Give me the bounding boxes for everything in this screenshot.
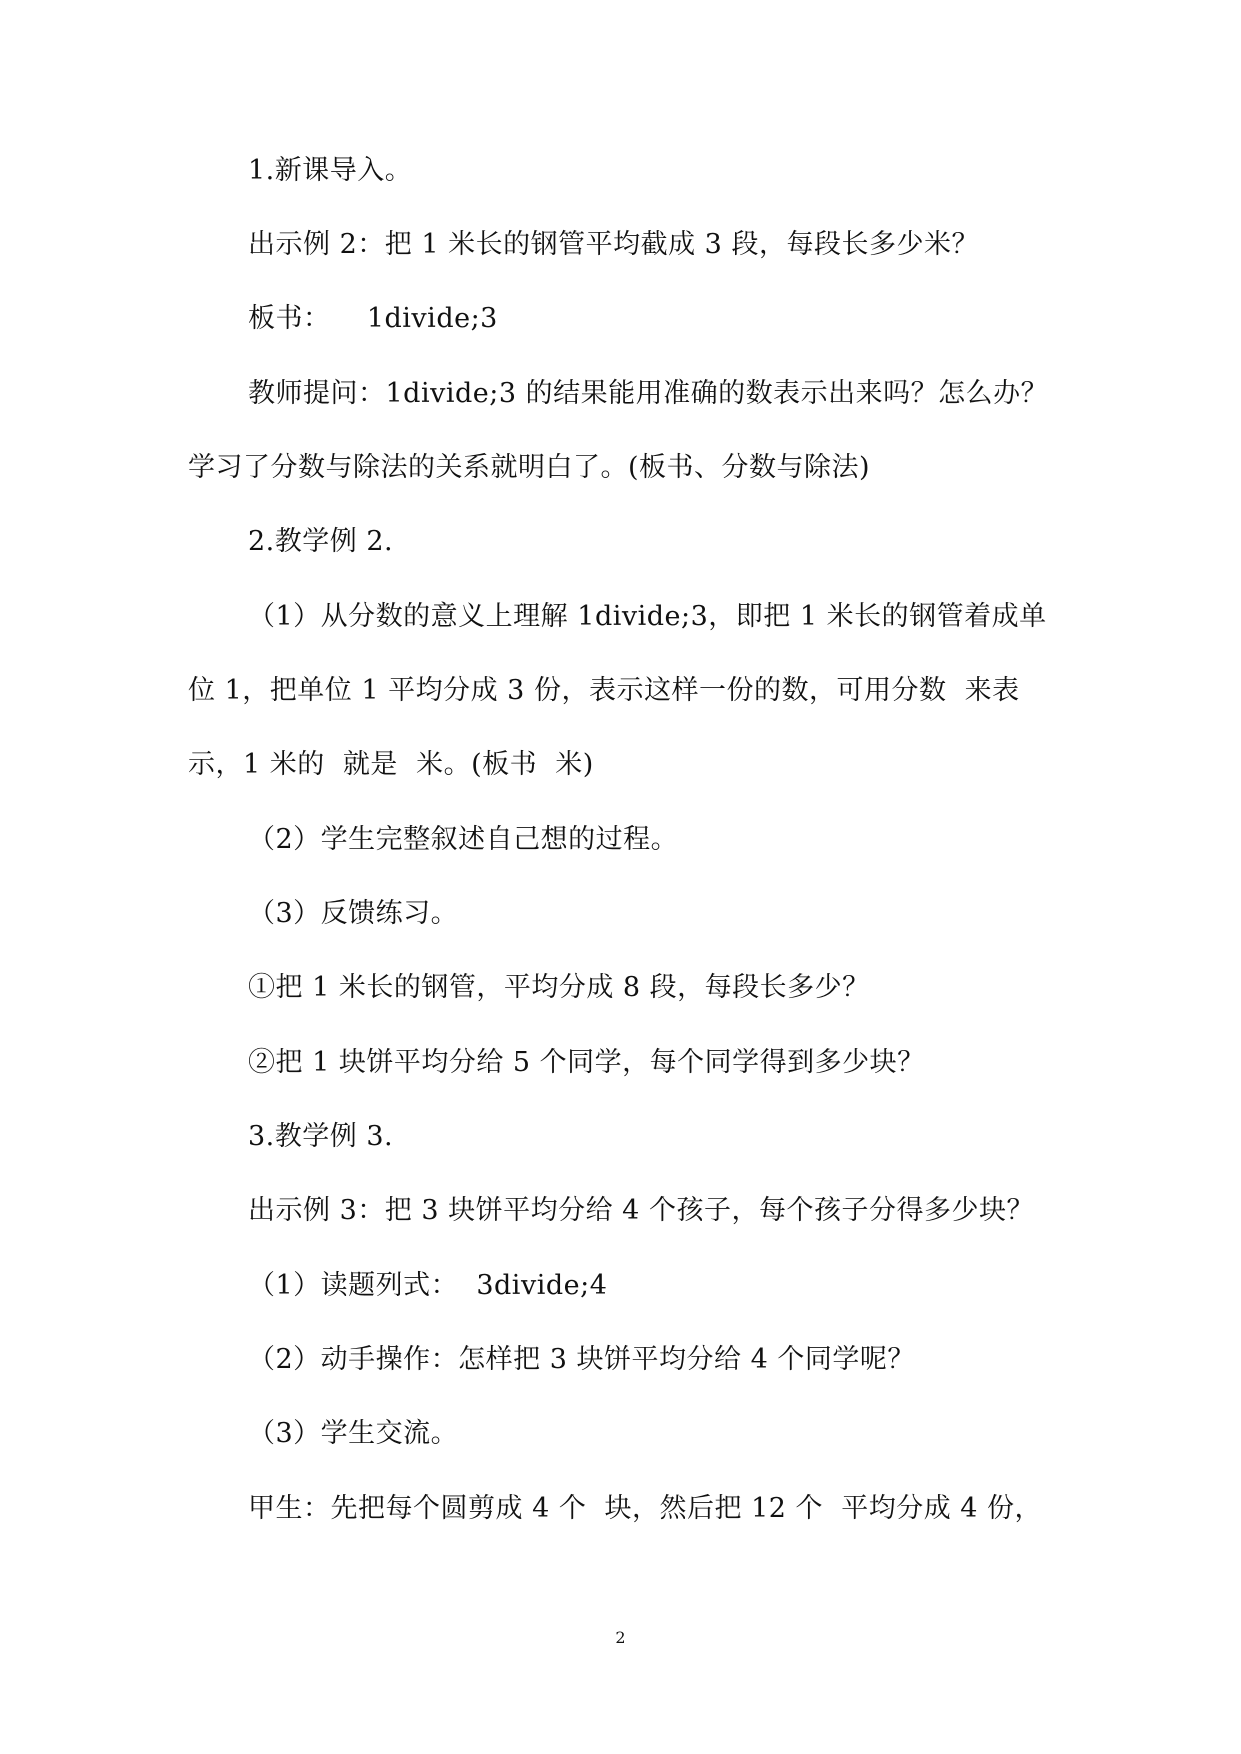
- section-heading-2: 2.教学例 2.: [248, 526, 394, 557]
- text-line-19: 甲生：先把每个圆剪成 4 个 块，然后把 12 个 平均分成 4 份，: [248, 1493, 1043, 1524]
- text-line-9: 示，1 米的 就是 米。(板书 米): [188, 749, 594, 780]
- section-heading-3: 3.教学例 3.: [248, 1121, 394, 1152]
- text-line-15: 出示例 3：把 3 块饼平均分给 4 个孩子，每个孩子分得多少块？: [248, 1195, 1034, 1226]
- text-line-3: 板书： 1divide;3: [248, 303, 498, 334]
- text-line-4: 教师提问：1divide;3 的结果能用准确的数表示出来吗？怎么办？: [248, 378, 1049, 409]
- text-line-7: （1）从分数的意义上理解 1divide;3，即把 1 米长的钢管着成单: [248, 601, 1047, 632]
- page-number: 2: [615, 1628, 626, 1647]
- text-line-11: （3）反馈练习。: [248, 898, 459, 929]
- text-line-5: 学习了分数与除法的关系就明白了。(板书、分数与除法): [188, 452, 871, 483]
- text-line-16: （1）读题列式： 3divide;4: [248, 1270, 608, 1301]
- text-line-12: ①把 1 米长的钢管，平均分成 8 段，每段长多少？: [248, 972, 870, 1003]
- text-line-10: （2）学生完整叙述自己想的过程。: [248, 824, 679, 855]
- text-line-13: ②把 1 块饼平均分给 5 个同学，每个同学得到多少块？: [248, 1047, 925, 1078]
- text-line-17: （2）动手操作：怎样把 3 块饼平均分给 4 个同学呢？: [248, 1344, 915, 1375]
- text-line-2: 出示例 2：把 1 米长的钢管平均截成 3 段，每段长多少米？: [248, 229, 979, 260]
- text-line-1: 1.新课导入。: [248, 155, 413, 186]
- text-line-8: 位 1，把单位 1 平均分成 3 份，表示这样一份的数，可用分数 来表: [188, 675, 1020, 706]
- text-line-18: （3）学生交流。: [248, 1418, 459, 1449]
